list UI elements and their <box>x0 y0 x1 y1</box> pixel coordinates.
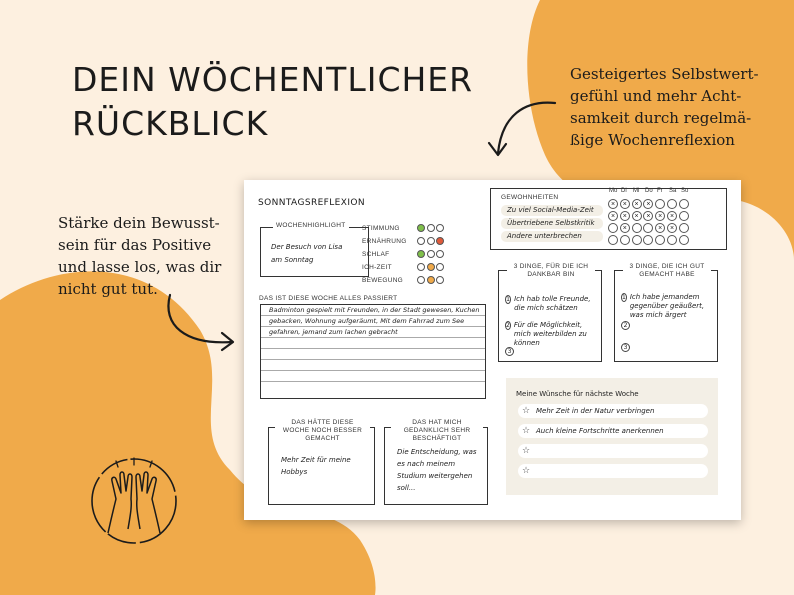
sad-face-icon <box>436 224 444 232</box>
empty-circle-icon <box>655 199 665 209</box>
lined-row <box>261 315 485 316</box>
number-circle: 2 <box>621 321 630 330</box>
number-circle: 1 <box>506 296 510 303</box>
arrow-down-icon <box>480 95 560 165</box>
checked-circle-icon: × <box>643 211 653 221</box>
title-line-1: DEIN WÖCHENTLICHER <box>72 60 474 99</box>
good-things-box <box>614 263 718 362</box>
grateful-label: 3 DINGE, FÜR DIE ICH DANKBAR BIN <box>507 263 595 279</box>
reflection-worksheet <box>244 180 741 520</box>
empty-circle-icon <box>679 199 689 209</box>
week-label: DAS IST DIESE WOCHE ALLES PASSIERT <box>259 295 400 302</box>
habit-item: Übertriebene Selbstkritik <box>501 218 603 229</box>
neutral-face-icon <box>427 250 435 258</box>
wishes-label: Meine Wünsche für nächste Woche <box>516 390 639 398</box>
happy-face-icon <box>417 237 425 245</box>
star-icon: ☆ <box>522 406 531 416</box>
checked-circle-icon: × <box>620 199 630 209</box>
neutral-face-icon <box>427 276 435 284</box>
good-item <box>621 343 713 352</box>
checked-circle-icon: × <box>608 199 618 209</box>
wish-text: Mehr Zeit in der Natur verbringen <box>536 407 655 415</box>
day-label: Mi <box>633 188 640 194</box>
lined-row <box>261 359 485 360</box>
lined-row <box>261 370 485 371</box>
mood-label: ERNÄHRUNG <box>362 237 407 245</box>
habit-grid-row <box>608 234 691 246</box>
better-label: DAS HÄTTE DIESE WOCHE NOCH BESSER GEMACHT <box>275 419 370 443</box>
week-line: gefahren, jemand zum lachen gebracht <box>269 328 398 336</box>
better-box <box>268 419 375 505</box>
habits-label: GEWOHNHEITEN <box>501 194 559 201</box>
mood-label: BEWEGUNG <box>362 276 404 284</box>
highlight-box <box>260 222 369 277</box>
highlight-label: WOCHENHIGHLIGHT <box>273 222 349 229</box>
benefit-text: Gesteigertes Selbstwert-gefühl und mehr Acht-samkeit durch regelmä-ßige Wochenreflexion <box>570 65 759 149</box>
habit-grid-row <box>608 210 691 222</box>
week-box <box>259 295 486 399</box>
empty-circle-icon <box>655 235 665 245</box>
title-line-2: RÜCKBLICK <box>72 104 269 143</box>
day-label: Di <box>621 188 627 194</box>
star-icon: ☆ <box>522 426 531 436</box>
sad-face-icon <box>436 237 444 245</box>
sad-face-icon <box>436 276 444 284</box>
empty-circle-icon <box>667 235 677 245</box>
thoughts-text: Die Entscheidung, was es nach meinem Studium weitergehen soll... <box>397 448 477 492</box>
mood-row <box>362 276 482 284</box>
empty-circle-icon <box>679 223 689 233</box>
day-label: Do <box>645 188 653 194</box>
empty-circle-icon <box>679 235 689 245</box>
wishes-panel <box>506 378 718 495</box>
number-circle: 2 <box>506 322 510 329</box>
wish-item <box>518 404 708 418</box>
empty-circle-icon <box>667 199 677 209</box>
mood-row <box>362 224 482 232</box>
habit-item: Zu viel Social-Media-Zeit <box>501 205 603 216</box>
lined-row <box>261 326 485 327</box>
habit-grid-row <box>608 222 691 234</box>
lined-row <box>261 348 485 349</box>
habits-box <box>490 188 727 250</box>
neutral-face-icon <box>427 237 435 245</box>
page-title <box>72 58 473 146</box>
empty-circle-icon <box>620 235 630 245</box>
checked-circle-icon: × <box>632 199 642 209</box>
good-text: Ich habe jemandem gegenüber geäußert, was mich ärgert <box>629 293 705 319</box>
week-line: gebacken, Wohnung aufgeräumt, Mit dem Fahrrad zum See <box>269 317 465 325</box>
good-item <box>621 293 713 320</box>
empty-circle-icon <box>643 223 653 233</box>
sad-face-icon <box>436 263 444 271</box>
thoughts-label: DAS HAT MICH GEDANKLICH SEHR BESCHÄFTIGT <box>391 419 483 443</box>
day-label: Mo <box>609 188 618 194</box>
grateful-item <box>505 295 597 313</box>
highlight-text: Der Besuch von Lisa am Sonntag <box>271 243 343 264</box>
happy-face-icon <box>417 224 425 232</box>
happy-face-icon <box>417 276 425 284</box>
empty-circle-icon <box>679 211 689 221</box>
empty-circle-icon <box>643 235 653 245</box>
wish-item <box>518 444 708 458</box>
grateful-text: Für die Möglichkeit, mich weiterbilden zu können <box>513 321 587 347</box>
checked-circle-icon: × <box>608 211 618 221</box>
mood-label: SCHLAF <box>362 250 390 258</box>
thoughts-box <box>384 419 488 505</box>
day-label: So <box>681 188 689 194</box>
checked-circle-icon: × <box>643 199 653 209</box>
day-label: Sa <box>669 188 677 194</box>
checked-circle-icon: × <box>667 211 677 221</box>
awareness-text: Stärke dein Bewusst-sein für das Positive und lasse los, was dir nicht gut tut. <box>58 214 222 298</box>
wish-item <box>518 464 708 478</box>
day-label: Fr <box>657 188 663 194</box>
good-label: 3 DINGE, DIE ICH GUT GEMACHT HABE <box>623 263 711 279</box>
checked-circle-icon: × <box>655 223 665 233</box>
week-line: Badminton gespielt mit Freunden, in der Stadt gewesen, Kuchen <box>269 306 480 314</box>
checked-circle-icon: × <box>620 211 630 221</box>
arrow-right-icon <box>160 290 245 360</box>
empty-circle-icon <box>632 235 642 245</box>
star-icon: ☆ <box>522 446 531 456</box>
habit-checkbox-grid <box>608 198 691 246</box>
habit-grid-row <box>608 198 691 210</box>
habit-day-header <box>609 188 693 194</box>
happy-face-icon <box>417 250 425 258</box>
checked-circle-icon: × <box>620 223 630 233</box>
good-item <box>621 321 713 330</box>
empty-circle-icon <box>608 235 618 245</box>
neutral-face-icon <box>427 224 435 232</box>
worksheet-title: SONNTAGSREFLEXION <box>258 198 365 208</box>
grateful-text: Ich hab tolle Freunde, die mich schätzen <box>514 295 591 312</box>
happy-face-icon <box>417 263 425 271</box>
grateful-box <box>498 263 602 362</box>
mood-row <box>362 263 482 271</box>
mood-label: STIMMUNG <box>362 224 400 232</box>
mood-row <box>362 250 482 258</box>
wish-item <box>518 424 708 438</box>
high-five-hands-icon <box>88 455 180 547</box>
lined-row <box>261 337 485 338</box>
better-text: Mehr Zeit für meine Hobbys <box>281 456 351 476</box>
mood-row <box>362 237 482 245</box>
number-circle: 3 <box>621 343 630 352</box>
mood-label: ICH-ZEIT <box>362 263 392 271</box>
number-circle: 1 <box>622 294 626 301</box>
grateful-item <box>505 321 597 348</box>
checked-circle-icon: × <box>667 223 677 233</box>
neutral-face-icon <box>427 263 435 271</box>
empty-circle-icon <box>608 223 618 233</box>
grateful-item <box>505 347 597 356</box>
empty-circle-icon <box>632 223 642 233</box>
number-circle: 3 <box>505 347 514 356</box>
star-icon: ☆ <box>522 466 531 476</box>
habit-item: Andere unterbrechen <box>501 231 603 242</box>
lined-row <box>261 381 485 382</box>
sad-face-icon <box>436 250 444 258</box>
wish-text: Auch kleine Fortschritte anerkennen <box>536 427 664 435</box>
checked-circle-icon: × <box>655 211 665 221</box>
checked-circle-icon: × <box>632 211 642 221</box>
